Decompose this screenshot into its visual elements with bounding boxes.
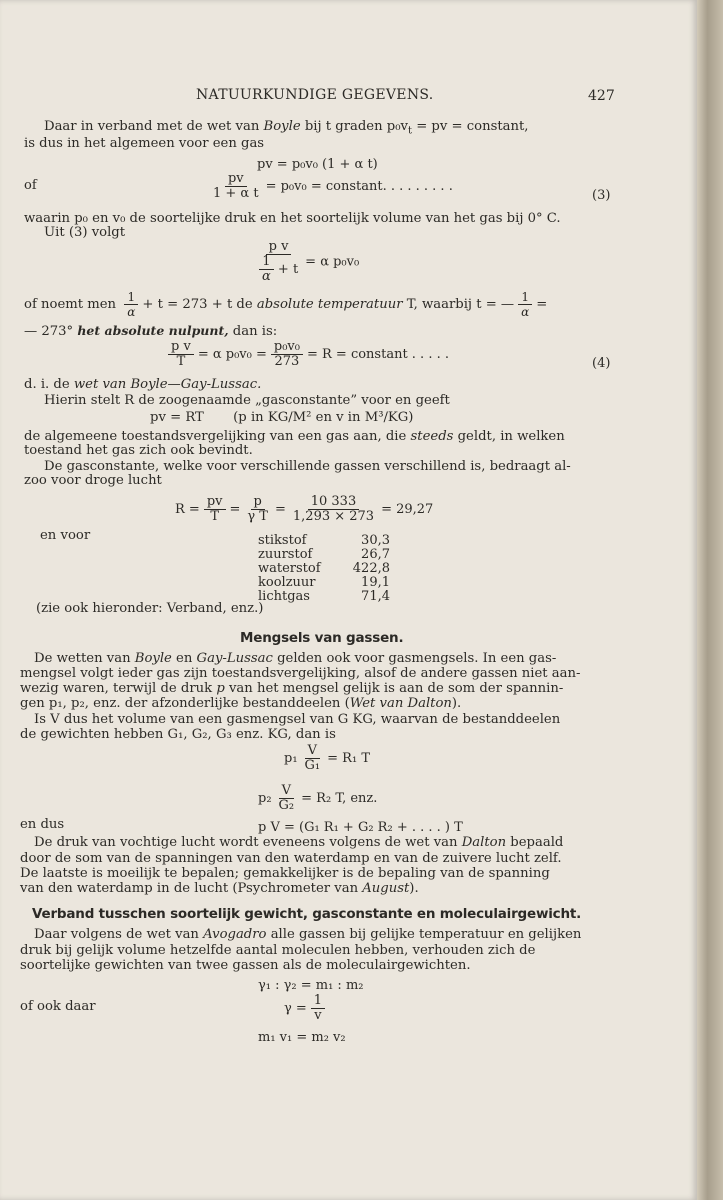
text-line: mengsel volgt ieder gas zijn toestandsvergelijking, alsof de andere gassen niet aan- [20, 666, 581, 681]
equation-4: $\frac{\text{p v}}{T}$ = α p₀v₀ = $\frac{\text{p₀v₀}}{273}$ = R = constant . . . . . [164, 340, 449, 369]
section-heading: Verband tusschen soortelijk gewicht, gasconstante en moleculairgewicht. [32, 906, 582, 922]
table-row [258, 576, 390, 590]
text-line: van den waterdamp in de lucht (Psychrometer van August). [20, 881, 419, 896]
equation-molecular: m₁ v₁ = m₂ v₂ [258, 1030, 346, 1045]
gas-name: lichtgas [258, 589, 310, 604]
text-line: de algemeene toestandsvergelijking van een gas aan, die steeds geldt, in welken [24, 429, 565, 444]
running-header: NATUURKUNDIGE GEGEVENS. [196, 87, 434, 103]
text-line: d. i. de wet van Boyle—Gay-Lussac. [24, 377, 262, 392]
text-line: Hierin stelt R de zoogenaamde „gasconstante” voor en geeft [44, 393, 450, 408]
text-line: druk bij gelijk volume hetzelfde aantal moleculen hebben, verhouden zich de [20, 943, 536, 958]
text-line: gen p₁, p₂, enz. der afzonderlijke bestanddeelen (Wet van Dalton). [20, 696, 462, 711]
equation-prefix: of [24, 178, 37, 193]
equation-gasconstant: R = $\frac{pv}{T}$ = $\frac{p}{\text{γ T}}$ = $\frac{10 333}{1,293 \times 273}$ = 29,27 [175, 494, 434, 524]
section-heading: Mengsels van gassen. [240, 630, 404, 646]
text-line: — 273° het absolute nulpunt, dan is: [24, 323, 278, 339]
gas-name: waterstof [258, 561, 321, 576]
table-note: (zie ook hieronder: Verband, enz.) [36, 601, 264, 616]
page-number: 427 [588, 88, 615, 104]
gas-constant-value: 30,3 [361, 533, 390, 548]
text-line: toestand het gas zich ook bevindt. [24, 443, 253, 458]
text-line: De gasconstante, welke voor verschillende gassen verschillend is, bedraagt al- [44, 459, 571, 474]
equation-dalton: p V = (G₁ R₁ + G₂ R₂ + . . . . ) T [258, 820, 463, 835]
equation-prefix: of ook daar [20, 999, 96, 1014]
gas-name: stikstof [258, 533, 307, 548]
text-line: wezig waren, terwijl de druk p van het mengsel gelijk is aan de som der spannin- [20, 681, 564, 696]
text-line: soortelijke gewichten van twee gassen als de moleculairgewichten. [20, 958, 471, 973]
equation-temperature: p v $\frac{1}{\alpha}$ + t = α p₀v₀ [252, 240, 359, 284]
text-line: door de som van de spanningen van den waterdamp en van de zuivere lucht zelf. [20, 851, 562, 866]
gas-name: koolzuur [258, 575, 316, 590]
equation-avogadro: γ₁ : γ₂ = m₁ : m₂ [258, 978, 364, 993]
equation-partial-1: p₁ $\frac{V}{\text{G₁}}$ = R₁ T [284, 743, 370, 773]
text-line: De druk van vochtige lucht wordt eveneens volgens de wet van Dalton bepaald [34, 835, 564, 850]
table-label: en voor [40, 528, 91, 543]
equation-prefix: en dus [20, 817, 65, 832]
text-line: Daar in verband met de wet van Boyle bij t graden $p_0v_t$ = pv = constant, [44, 119, 529, 137]
equation-gamma: γ = $\frac{1}{v}$ [284, 994, 329, 1023]
text-line: is dus in het algemeen voor een gas [24, 136, 265, 151]
text-line: De laatste is moeilijk te bepalen; gemakkelijker is de bepaling van de spanning [20, 866, 550, 881]
text-line: de gewichten hebben G₁, G₂, G₃ enz. KG, dan is [20, 727, 336, 742]
text-line: of noemt men $\frac{1}{\alpha}$ + t = 273 + t de absolute temperatuur T, waarbij t = — $\frac{1}{\alpha}$ = [24, 290, 548, 319]
text-line: Daar volgens de wet van Avogadro alle gassen bij gelijke temperatuur en gelijken [34, 927, 582, 942]
equation-3: $\frac{pv}{\text{1 + α t}}$ = p₀v₀ = constant. . . . . . . . . [213, 171, 453, 201]
gas-constant-table [258, 534, 390, 604]
text-line: De wetten van Boyle en Gay-Lussac gelden ook voor gasmengsels. In een gas- [34, 651, 557, 666]
equation-label-3: (3) [592, 188, 611, 203]
equation-label-4: (4) [592, 356, 611, 371]
text-line: zoo voor droge lucht [24, 473, 162, 488]
text-line: waarin p₀ en v₀ de soortelijke druk en het soortelijk volume van het gas bij 0° C. [24, 211, 561, 226]
gas-constant-value: 26,7 [361, 547, 390, 562]
equation-state: pv = RT (p in KG/M² en v in M³/KG) [150, 410, 414, 425]
gas-constant-value: 422,8 [352, 561, 390, 576]
gas-constant-value: 19,1 [361, 575, 390, 590]
table-row [258, 562, 390, 576]
gas-name: zuurstof [258, 547, 313, 562]
equation-partial-2: p₂ $\frac{V}{\text{G₂}}$ = R₂ T, enz. [258, 783, 378, 813]
table-row [258, 590, 390, 604]
text-line: Is V dus het volume van een gasmengsel van G KG, waarvan de bestanddeelen [34, 712, 561, 727]
page-edge [697, 0, 723, 1200]
text-line: Uit (3) volgt [44, 225, 126, 240]
table-row [258, 534, 390, 548]
equation-1: pv = p₀v₀ (1 + α t) [257, 157, 378, 172]
gas-constant-value: 71,4 [361, 589, 390, 604]
table-row [258, 548, 390, 562]
